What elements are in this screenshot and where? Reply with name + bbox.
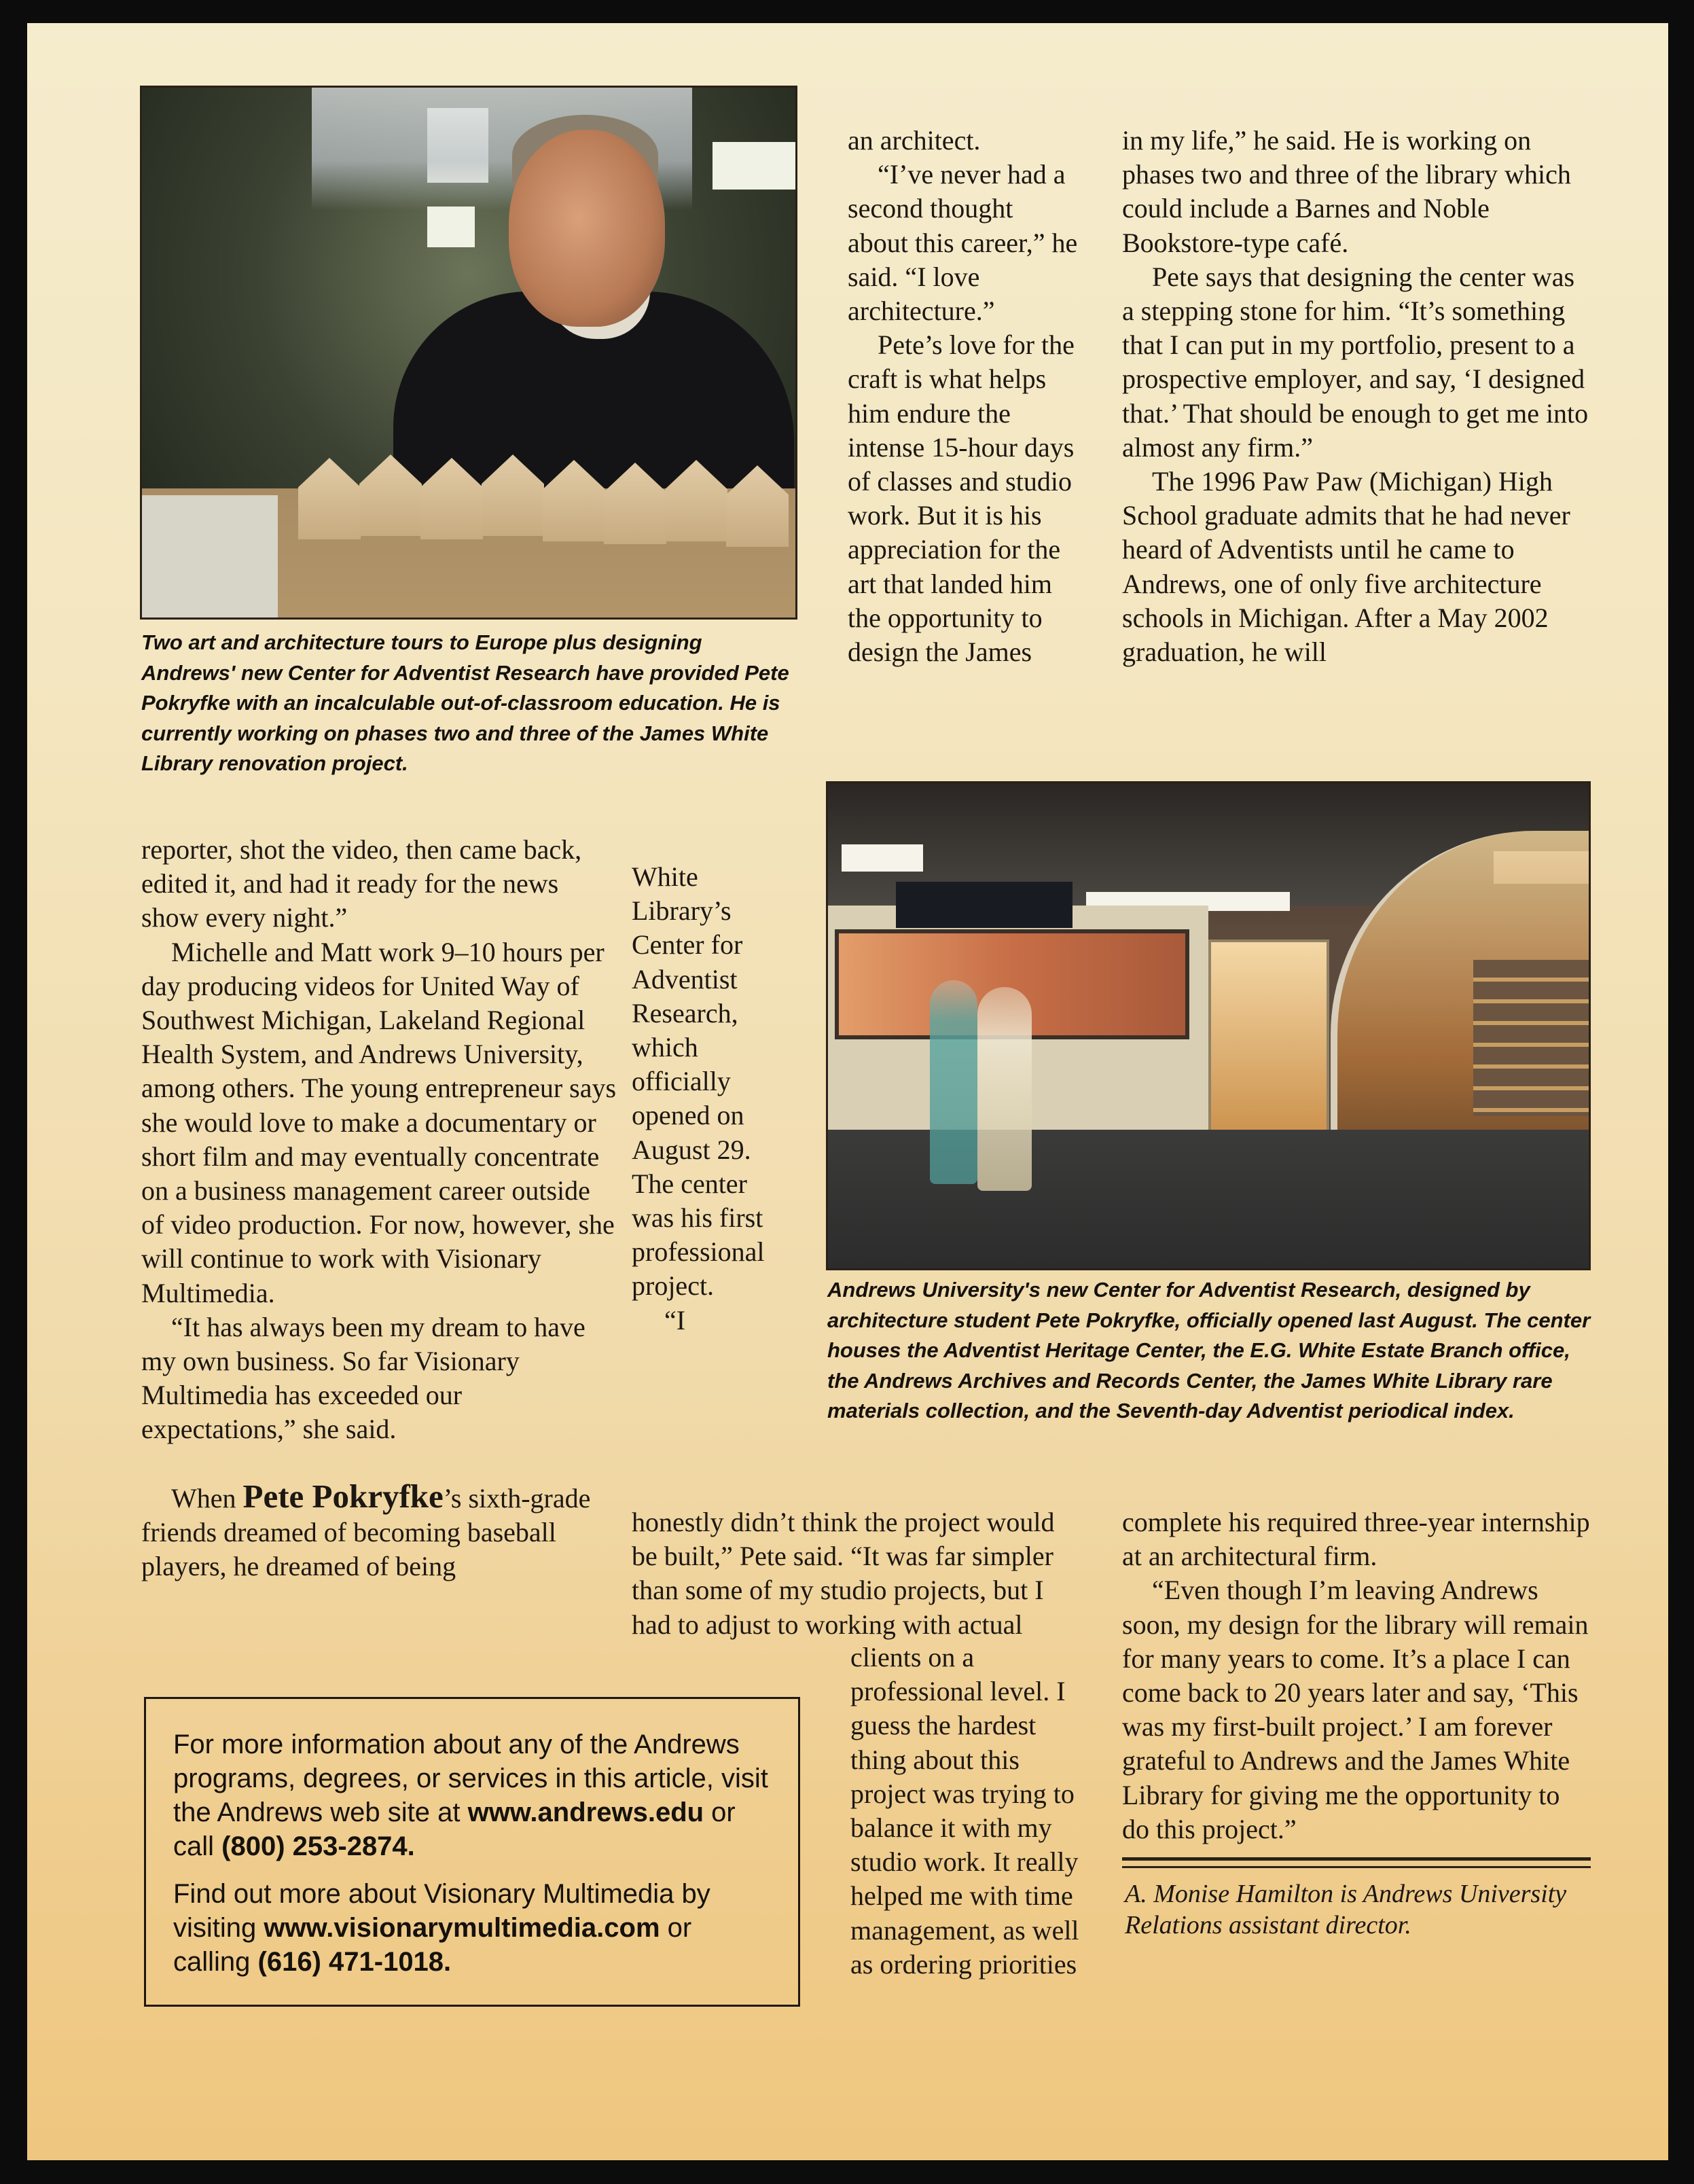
center-direction-sign: [896, 882, 1073, 928]
photo-research-center: [826, 781, 1591, 1270]
info-paragraph-visionary: Find out more about Visionary Multimedia by visiting www.visionarymultimedia.com or calling (616) 471-1018.: [173, 1879, 710, 1977]
paragraph: clients on a professional level. I guess the hardest thing about this project was trying to balance it with my studio work. It really helped me with time management, as well as ordering priorities: [850, 1642, 1079, 1980]
column-2-narrow: [632, 860, 781, 1338]
magazine-page: [27, 23, 1668, 2160]
photo-caption-top: Two art and architecture tours to Europe plus designing Andrews' new Center for Adventist Research have provided Pete Pokryfke with an incalculable out-of-classroom education. He is currently working on phases two and three of the James White Library renovation project.: [141, 630, 789, 775]
paragraph: Pete’s love for the craft is what helps him endure the intense 15-hour days of classes and studio work. But it is his appreciation for the art that landed him the opportunity to design the James: [848, 329, 1075, 668]
column-2-bottom: [850, 1641, 1081, 1982]
paragraph: an architect.: [848, 125, 981, 156]
visionary-phone: (616) 471-1018.: [257, 1947, 452, 1977]
column-3-top: [1122, 124, 1591, 669]
column-1: [141, 833, 617, 1583]
visionary-web-link[interactable]: www.visionarymultimedia.com: [264, 1913, 660, 1943]
paragraph: complete his required three-year internship at an architectural firm.: [1122, 1507, 1590, 1572]
column-2-wide: [632, 1505, 1080, 1642]
column-2-top: [848, 124, 1079, 669]
photo-pete-pokryfke: [140, 86, 797, 620]
photo-caption-center: Andrews University's new Center for Adventist Research, designed by architecture student Pete Pokryfke, officially opened last August. The center houses the Adventist Heritage Center, the E.G. White Estate Branch office, the Andrews Archives and Records Center, the James White Library rare materials collection, and the Seventh-day Adventist periodical index.: [827, 1278, 1591, 1422]
info-box: [144, 1697, 800, 2007]
paragraph: reporter, shot the video, then came back, edited it, and had it ready for the news show every night.”: [141, 834, 582, 933]
paragraph: The 1996 Paw Paw (Michigan) High School graduate admits that he had never heard of Adventists until he came to Andrews, one of only five architecture schools in Michigan. After a May 2002 graduation, he will: [1122, 466, 1570, 668]
info-paragraph-andrews: For more information about any of the Andrews programs, degrees, or services in this article, visit the Andrews web site at www.andrews.edu or call (800) 253-2874.: [173, 1730, 768, 1861]
paragraph: honestly didn’t think the project would be built,” Pete said. “It was far simpler than some of my studio projects, but I had to adjust to working with actual: [632, 1507, 1055, 1640]
paragraph-pete-intro: When Pete Pokryfke’s sixth-grade friends dreamed of becoming baseball players, he dreamed of being: [141, 1477, 591, 1582]
paragraph: White Library’s Center for Adventist Research, which officially opened on August 29. The center was his first professional project.: [632, 861, 765, 1302]
person-name: Pete Pokryfke: [242, 1477, 444, 1515]
paragraph: in my life,” he said. He is working on phases two and three of the library which could include a Barnes and Noble Bookstore-type café.: [1122, 125, 1571, 258]
paragraph: “It has always been my dream to have my own business. So far Visionary Multimedia has exceeded our expectations,” she said.: [141, 1311, 585, 1445]
andrews-phone: (800) 253-2874.: [221, 1831, 415, 1861]
paragraph-quote-start: “I: [664, 1304, 686, 1336]
paragraph: “Even though I’m leaving Andrews soon, my design for the library will remain for many years to come. It’s a place I can come back to 20 years later and say, ‘This was my first-built project.’ I am forever grateful to Andrews and the James White Library for giving me the opportunity to do this project.”: [1122, 1575, 1589, 1844]
double-rule-divider: [1122, 1857, 1591, 1868]
paragraph: Pete says that designing the center was a stepping stone for him. “It’s something that I can put in my portfolio, present to a prospective employer, and say, ‘I designed that.’ That should be enough to get me into almost any firm.”: [1122, 261, 1589, 463]
column-3-bottom: [1122, 1505, 1591, 1846]
author-byline: A. Monise Hamilton is Andrews University Relations assistant director.: [1125, 1880, 1567, 1939]
andrews-web-link[interactable]: www.andrews.edu: [467, 1797, 704, 1827]
paragraph: Michelle and Matt work 9–10 hours per day producing videos for United Way of Southwest Michigan, Lakeland Regional Health System, and Andrews University, among others. The young entrepreneur says she would love to make a documentary or short film and may eventually concentrate on a business management career outside of video production. For now, however, she will continue to work with Visionary Multimedia.: [141, 936, 617, 1308]
paragraph: “I’ve never had a second thought about this career,” he said. “I love architecture.”: [848, 159, 1078, 327]
